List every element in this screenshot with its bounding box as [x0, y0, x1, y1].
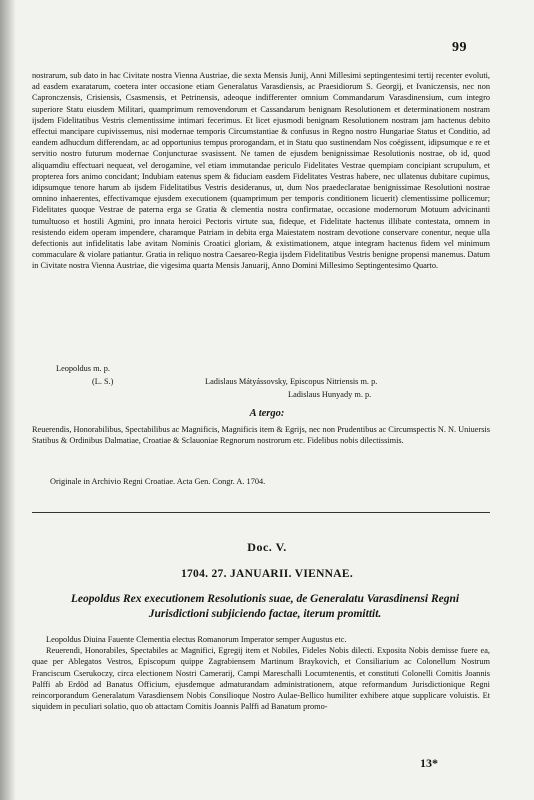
- page-number: 99: [452, 40, 467, 55]
- section-divider: [32, 512, 490, 513]
- page-edge-shadow: [0, 0, 16, 800]
- tergo-address: Reuerendis, Honorabilibus, Spectabilibus ac Magnificis, Magnificis item & Egrijs, nec non Prudentibus ac Circumspectis N. N. Uniuersis Statibus & Ordinibus Dalmatiae, Croatiae & Sclauoniae Regnorum nostrorum etc. Fidelibus nobis dilectissimis.: [32, 425, 490, 446]
- document-title: Doc. V.: [247, 540, 287, 554]
- document-body: Reuerendi, Honorabiles, Spectabiles ac Magnifici, Egregij item et Nobiles, Fideles Nobis dilecti. Exposita Nobis demisse fuere ea, quae per Ablegatos Vestros, Episcopum quippe Zagrabiensem Martinum Braykovich, et Consiliarium ac Colonellum Nostrum Franciscum Cserukoczy, circa electionem Nostri Camerarij, Campi Mareschalli Locumtenentis, et constituti Colonelli Comitis Joannis Palffi ab Erdöd ad Banatus Officium, ejusdemque admaturandam administrationem, atque reformandum Jurisdictionique Regni reincorporandum Generalatum Varasdiensem Nobis Consilioque Nostro Aulae-Bellico humiliter exhibere atque supplicare voluistis. Et siquidem in peculiari solatio, quo ob attactam Comitis Joannis Palffi ad Banatum promo-: [32, 646, 490, 712]
- signature-hunyady: Ladislaus Hunyady m. p.: [288, 390, 372, 399]
- document-text: [32, 634, 490, 712]
- document-opening: Leopoldus Diuina Fauente Clementia electus Romanorum Imperator semper Augustus etc.: [46, 635, 347, 644]
- signature-mark: 13*: [420, 756, 438, 770]
- signature-matyassovszky: Ladislaus Mátyássovsky, Episcopus Nitriensis m. p.: [205, 377, 378, 386]
- signature-leopoldus: Leopoldus m. p.: [56, 364, 110, 373]
- tergo-heading: A tergo:: [249, 408, 285, 419]
- seal-mark: (L. S.): [92, 377, 114, 386]
- document-summary: Leopoldus Rex executionem Resolutionis suae, de Generalatu Varasdinensi Regni Jurisdictioni subjiciendo factae, iterum promittit.: [70, 593, 460, 620]
- archive-source: Originale in Archivio Regni Croatiae. Acta Gen. Congr. A. 1704.: [50, 477, 266, 486]
- document-date: 1704. 27. JANUARII. VIENNAE.: [180, 568, 354, 580]
- continued-letter-text: nostrarum, sub dato in hac Civitate nostra Vienna Austriae, die sexta Mensis Junij, Anni Millesimi septingentesimi tertij recenter evoluti, ad easdem exaratarum, coetera inter occasione etiam Generalatus Varasdiensis, ac Praesidiorum S. Georgij, et Ivaniczensis, nec non Capronczensis, Crisiensis, Csasmensis, et Petrinensis, adeoque indifferenter omnium Commandarum Varasdinensium, cum integro superiore Statu eiusdem Militari, quamprimum removendorum et Cassandarum benignam Resolutionem et determinationem nostram ijsdem Fidelitatibus Vestris clementissime intimari fecerimus. Et licet ejusmodi benignam Resolutionem nostram jam hactenus debito effectui mancipare cupivissemus, nisi modernae temporis Circumstantiae & confusus in Regno nostro Hungariae Status et Conditio, ad eandem adhucdum differendam, ac ad opportunius tempus prorogandam, et in Statu quo sustinendam Nos coëgissent, idipsumque e re et servitio nostro futurum modernae Conjuncturae svasissent. Ne tamen de ejusdem benignissimae Resolutionis nostrae, ob id, quod aliquamdiu effectuari nequeat, vel derogamine, vel etiam immutandae periculo Fidelitates Vestrae quempiam concipiant scrupulum, et propterea fors animo concidant; Indubiam eatenus spem & fiduciam easdem Fidelitates Vestras habere, nec ullatenus dubitare cupimus, idipsumque tenore harum ab ijsdem Fidelitatibus Vestris desideranus, ut, dum Nos praedeclaratae benignissimae Resolutioni nostrae omnino inhaerentes, effectivamque ejusdem executionem (quamprimum per temporis conditionem licuerit) clementissime pollicemur; Fidelitates quoque Vestrae de paterna erga se Gratia & clementia nostra confirmatae, occasione modernorum Motuum advicinanti tumultuoso et hostili Agmini, pro innata heroici Pectoris virtute sua, fideque, et Fidelitate hactenus illibate contestata, omnem in resistendo eidem operam impendere, charamque Patriam in debita erga Maiestatem nostram devotione conservare conentur, neque ulla defectionis aut infidelitatis labe avitam Nominis Croatici gloriam, & existimationem, atque integram hactenus fidem vel minimum commaculare & violare patiantur. Gratia in reliquo nostra Caesareo-Regia ijsdem Fidelitatibus Vestris benigne propensi manemus. Datum in Civitate nostra Vienna Austriae, die vigesima quarta Mensis Januarij, Anno Domini Millesimo Septingentesimo Quarto.: [32, 71, 490, 271]
